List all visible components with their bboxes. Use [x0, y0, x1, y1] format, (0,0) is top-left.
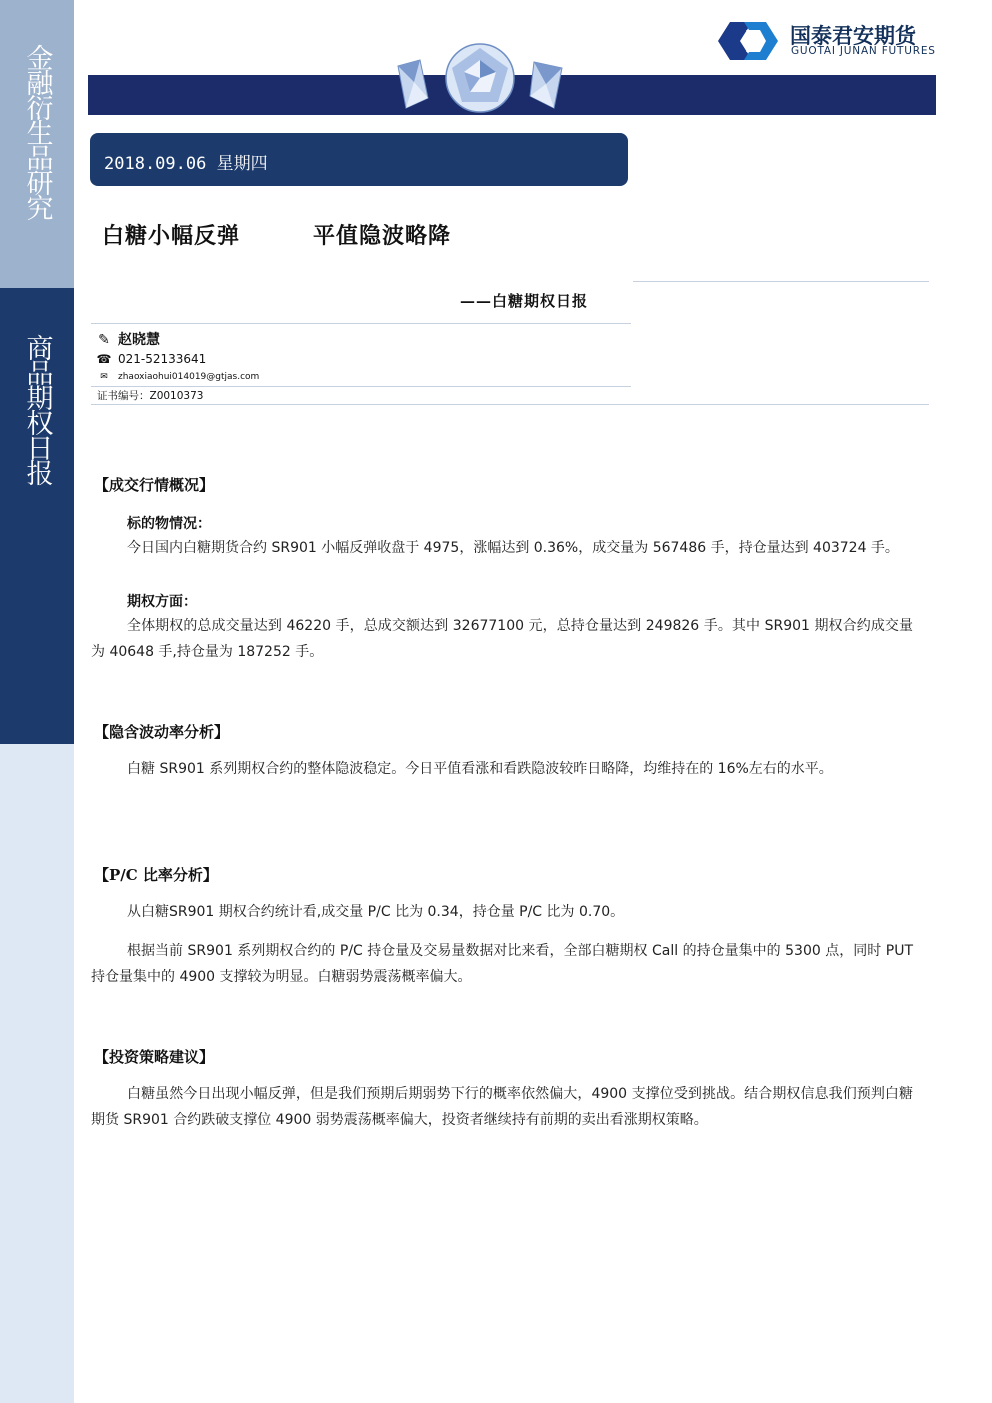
report-title-right: 平值隐波略降 — [313, 223, 452, 249]
divider — [91, 404, 929, 405]
subheading-options: 期权方面： — [127, 594, 197, 610]
divider — [91, 323, 631, 324]
author-name-row — [96, 329, 160, 349]
paragraph-underlying: 今日国内白糖期货合约 SR901 小幅反弹收盘于 4975，涨幅达到 0.36%，成交量为 567486 手，持仓量达到 403724 手。 — [127, 540, 899, 556]
report-date: 2018.09.06 星期四 — [104, 154, 268, 174]
author-certificate: 证书编号：Z0010373 — [97, 390, 204, 402]
logo-english-name: GUOTAI JUNAN FUTURES — [791, 45, 936, 57]
author-name: 赵晓慧 — [118, 332, 160, 348]
logo-mark-icon — [716, 20, 780, 62]
sidebar-category-label: 金融衍生品研究 — [21, 44, 53, 219]
section-heading-iv: 【隐含波动率分析】 — [94, 723, 230, 741]
envelope-icon: ✉ — [100, 372, 108, 382]
phone-icon: ☎ — [96, 352, 112, 366]
paragraph-pc-1: 从白糖SR901 期权合约统计看,成交量 P/C 比为 0.34，持仓量 P/C 比为 0.70。 — [127, 904, 625, 920]
author-phone-row — [96, 352, 206, 366]
company-logo — [716, 20, 936, 62]
sidebar-report-band — [0, 288, 74, 744]
sidebar-category-band — [0, 0, 74, 288]
diamond-icon — [384, 38, 584, 118]
divider — [91, 386, 631, 387]
sidebar-report-label: 商品期权日报 — [21, 334, 53, 484]
logo-chinese-name: 国泰君安期货 — [790, 24, 916, 48]
subheading-underlying: 标的物情况： — [127, 516, 211, 532]
sidebar-filler — [0, 744, 74, 1403]
section-heading-market: 【成交行情概况】 — [94, 476, 215, 494]
paragraph-pc-2: 根据当前 SR901 系列期权合约的 P/C 持仓量及交易量数据对比来看，全部白糖期权 Call 的持仓量集中的 5300 点，同时 PUT 持仓量集中的 4900 支撑较为明显。白糖弱势震荡概率偏大。 — [91, 943, 913, 985]
section-heading-pc: 【P/C 比率分析】 — [94, 866, 218, 884]
pencil-icon: ✎ — [98, 332, 110, 348]
paragraph-strategy: 白糖虽然今日出现小幅反弹，但是我们预期后期弱势下行的概率依然偏大，4900 支撑位受到挑战。结合期权信息我们预判白糖期货 SR901 合约跌破支撑位 4900 弱势震荡概率偏大，投资者继续持有前期的卖出看涨期权策略。 — [91, 1086, 913, 1128]
section-heading-strategy: 【投资策略建议】 — [94, 1048, 215, 1066]
author-email[interactable]: zhaoxiaohui014019@gtjas.com — [118, 372, 260, 382]
author-phone: 021-52133641 — [118, 352, 207, 366]
date-bar — [90, 133, 628, 186]
author-email-row — [96, 372, 259, 382]
paragraph-options: 全体期权的总成交量达到 46220 手，总成交额达到 32677100 元，总持仓量达到 249826 手。其中 SR901 期权合约成交量为 40648 手,持仓量为 187252 手。 — [91, 618, 913, 660]
report-title-left: 白糖小幅反弹 — [102, 223, 241, 249]
divider — [633, 281, 929, 282]
report-subtitle: ——白糖期权日报 — [460, 292, 589, 310]
paragraph-iv: 白糖 SR901 系列期权合约的整体隐波稳定。今日平值看涨和看跌隐波较昨日略降，均维持在的 16%左右的水平。 — [127, 761, 833, 777]
